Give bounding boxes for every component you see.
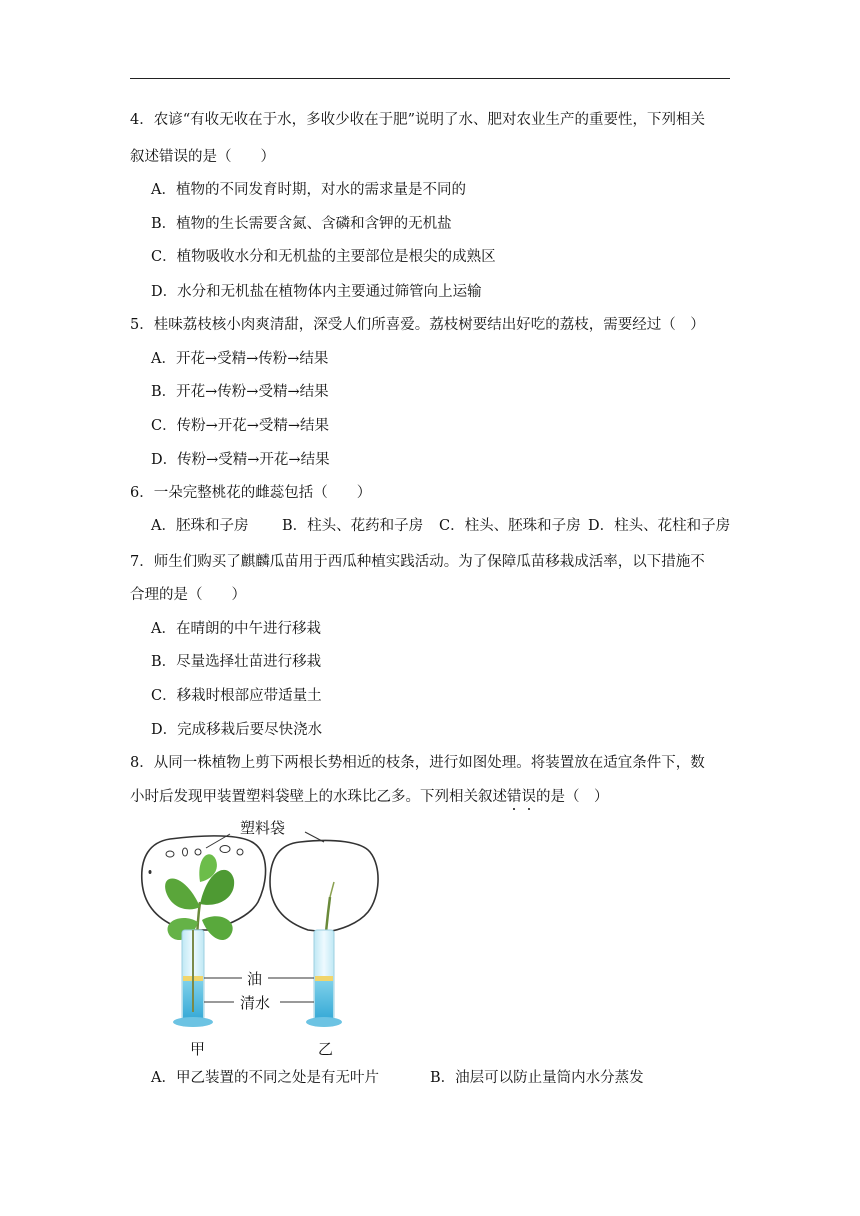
figure-label-jia: 甲: [190, 1040, 206, 1058]
header-rule: [130, 78, 730, 79]
q6-stem: 6．一朵完整桃花的雌蕊包括（ ）: [130, 485, 372, 501]
q4-stem-line2: 叙述错误的是（ ）: [130, 149, 275, 165]
q7-option-b[interactable]: B．尽量选择壮苗进行移栽: [151, 654, 322, 670]
q8-stem-line2: [130, 787, 609, 807]
figure-label-oil: 油: [247, 970, 263, 988]
q7-stem-line1: 7．师生们购买了麒麟瓜苗用于西瓜种植实践活动。为了保障瓜苗移栽成活率，以下措施不: [130, 554, 705, 570]
q5-option-c[interactable]: C．传粉→开花→受精→结果: [151, 418, 330, 434]
q4-stem-line1: 4．农谚“有收无收在于水，多收少收在于肥”说明了水、肥对农业生产的重要性，下列相关: [130, 112, 706, 128]
figure-label-water: 清水: [240, 994, 271, 1012]
q6-option-a[interactable]: A．胚珠和子房: [151, 518, 249, 534]
q8-option-a[interactable]: A．甲乙装置的不同之处是有无叶片: [151, 1070, 379, 1086]
q5-option-d[interactable]: D．传粉→受精→开花→结果: [151, 452, 330, 468]
q7-option-d[interactable]: D．完成移栽后要尽快浇水: [151, 722, 323, 738]
q4-option-c[interactable]: C．植物吸收水分和无机盐的主要部位是根尖的成熟区: [151, 249, 496, 265]
q4-option-d[interactable]: D．水分和无机盐在植物体内主要通过筛管向上运输: [151, 284, 482, 300]
q8-option-b[interactable]: B．油层可以防止量筒内水分蒸发: [430, 1070, 644, 1086]
q8-stem-line1: 8．从同一株植物上剪下两根长势相近的枝条，进行如图处理。将装置放在适宜条件下，数: [130, 755, 705, 771]
figure-label-yi: 乙: [318, 1040, 334, 1058]
q5-option-b[interactable]: B．开花→传粉→受精→结果: [151, 384, 329, 400]
plastic-bag-yi: [270, 840, 378, 932]
q5-stem: 5．桂味荔枝核小肉爽清甜，深受人们所喜爱。荔枝树要结出好吃的荔枝，需要经过（ ）: [130, 317, 705, 333]
plastic-bag-jia: [142, 836, 266, 930]
figure-label-bag: 塑料袋: [240, 819, 286, 837]
q7-option-c[interactable]: C．移栽时根部应带适量土: [151, 688, 322, 704]
q6-option-d[interactable]: D．柱头、花柱和子房: [588, 518, 731, 534]
q7-stem-line2: 合理的是（ ）: [130, 587, 246, 603]
q6-option-b[interactable]: B．柱头、花药和子房: [282, 518, 424, 534]
q4-option-a[interactable]: A．植物的不同发育时期，对水的需求量是不同的: [151, 182, 466, 198]
q4-option-b[interactable]: B．植物的生长需要含氮、含磷和含钾的无机盐: [151, 216, 452, 232]
q8-emphasis-cuo: 错: [507, 789, 522, 805]
q8-stem-line2-part1: 小时后发现甲装置塑料袋壁上的水珠比乙多。下列相关叙述: [130, 789, 507, 805]
q8-stem-line2-part2: 的是（ ）: [536, 789, 609, 805]
experiment-figure: [130, 812, 390, 1062]
q5-option-a[interactable]: A．开花→受精→传粉→结果: [151, 351, 329, 367]
q6-option-c[interactable]: C．柱头、胚珠和子房: [439, 518, 581, 534]
q7-option-a[interactable]: A．在晴朗的中午进行移栽: [151, 621, 321, 637]
q8-emphasis-wu: 误: [521, 789, 536, 805]
